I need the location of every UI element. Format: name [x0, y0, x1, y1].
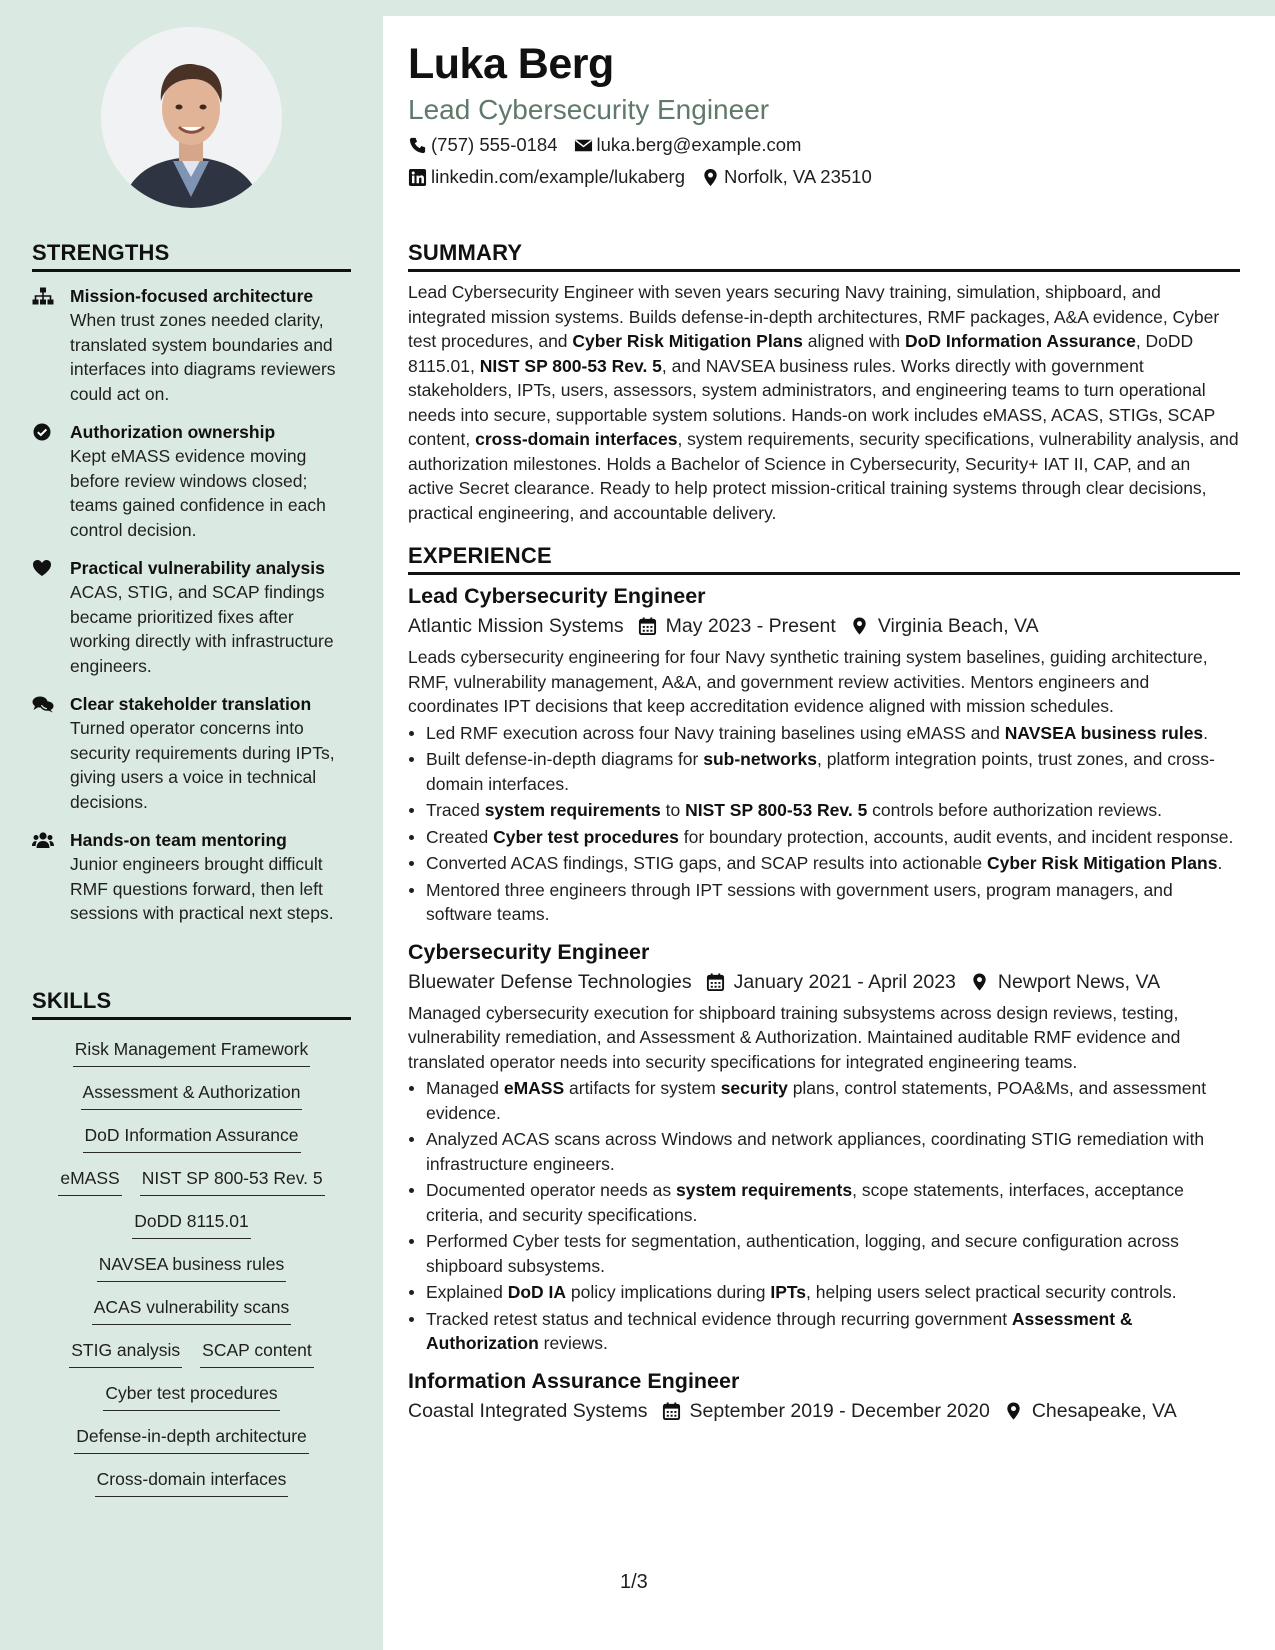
strength-title: Practical vulnerability analysis: [70, 558, 325, 578]
calendar-icon: [662, 1401, 681, 1421]
job-dates: May 2023 - Present: [638, 611, 836, 641]
job-entry: [408, 937, 1240, 1356]
jobs-list: [408, 581, 1240, 1426]
email-contact[interactable]: [574, 134, 802, 156]
phone-text: (757) 555-0184: [431, 134, 558, 155]
bold-text: Cyber Risk Mitigation Plans: [572, 331, 803, 351]
bold-text: security: [720, 1078, 788, 1098]
job-bullet: • Traced system requirements to NIST SP 800-53 Rev. 5 controls before authorization reviews.: [426, 798, 1240, 823]
strength-item: [32, 692, 351, 814]
map-pin-icon: [970, 972, 989, 992]
skills-list: [32, 1038, 351, 1497]
calendar-icon: [638, 616, 657, 636]
contact-line-2: [408, 166, 888, 188]
heart-icon: [32, 556, 70, 678]
skill-row: [32, 1468, 351, 1497]
map-pin-icon: [701, 168, 720, 187]
skill-tag: Risk Management Framework: [73, 1038, 310, 1067]
comments-icon: [32, 692, 70, 814]
job-bullet: • Analyzed ACAS scans across Windows and network appliances, coordinating STIG remediation with infrastructure engineers.: [426, 1127, 1240, 1176]
person-name: Luka Berg: [408, 40, 614, 88]
location-contact: [701, 166, 872, 188]
job-bullet: • Performed Cyber tests for segmentation, authentication, logging, and secure configuration across shipboard subsystems.: [426, 1229, 1240, 1278]
strength-title: Hands-on team mentoring: [70, 830, 287, 850]
bold-text: system requirements: [676, 1180, 853, 1200]
strength-item: [32, 420, 351, 542]
page-number: 1/3: [620, 1571, 648, 1593]
map-pin-icon: [1004, 1401, 1023, 1421]
bold-text: DoD IA: [507, 1282, 567, 1302]
job-bullet: • Documented operator needs as system requirements, scope statements, interfaces, acceptance criteria, and security specifications.: [426, 1178, 1240, 1227]
job-entry: [408, 581, 1240, 927]
envelope-icon: [574, 136, 593, 155]
strength-title: Authorization ownership: [70, 422, 276, 442]
job-bullet: • Explained DoD IA policy implications during IPTs, helping users select practical security controls.: [426, 1280, 1240, 1305]
bold-text: Cyber test procedures: [493, 826, 679, 847]
linkedin-text: linkedin.com/example/lukaberg: [431, 166, 685, 187]
strength-body: [70, 692, 351, 814]
skill-tag: Cross-domain interfaces: [95, 1468, 289, 1497]
linkedin-icon: [408, 168, 427, 187]
job-bullet: • Built defense-in-depth diagrams for sub-networks, platform integration points, trust zones, and cross-domain interfaces.: [426, 747, 1240, 796]
job-location: Chesapeake, VA: [1004, 1396, 1177, 1426]
users-icon: [32, 828, 70, 926]
strength-desc: Junior engineers brought difficult RMF questions forward, then left sessions with practical next steps.: [70, 854, 334, 923]
bold-text: NIST SP 800-53 Rev. 5: [479, 355, 662, 376]
phone-contact[interactable]: [408, 134, 558, 156]
strength-desc: Kept eMASS evidence moving before review windows closed; teams gained confidence in each control decision.: [70, 446, 326, 540]
job-bullet: • Led RMF execution across four Navy training baselines using eMASS and NAVSEA business rules.: [426, 721, 1240, 746]
bold-text: DoD Information Assurance: [905, 331, 1136, 351]
strength-title: Mission-focused architecture: [70, 286, 314, 306]
skill-row: [32, 1081, 351, 1110]
job-company: Atlantic Mission Systems: [408, 615, 624, 637]
job-location: Virginia Beach, VA: [850, 611, 1039, 641]
strengths-heading: STRENGTHS: [32, 240, 351, 272]
strength-desc: ACAS, STIG, and SCAP findings became prioritized fixes after working directly with infrastructure engineers.: [70, 582, 334, 676]
summary-heading: SUMMARY: [408, 240, 1240, 272]
sitemap-icon: [32, 284, 70, 406]
job-company: Coastal Integrated Systems: [408, 1399, 648, 1422]
job-bullet: • Created Cyber test procedures for boundary protection, accounts, audit events, and incident response.: [426, 825, 1240, 850]
experience-section: [408, 543, 1240, 1430]
location-text: Norfolk, VA 23510: [724, 166, 872, 187]
job-dates: September 2019 - December 2020: [662, 1396, 990, 1426]
bold-text: NIST SP 800-53 Rev. 5: [685, 800, 868, 820]
strength-title: Clear stakeholder translation: [70, 694, 312, 714]
skill-row: [32, 1167, 351, 1196]
skill-tag: Assessment & Authorization: [81, 1081, 303, 1110]
phone-icon: [408, 136, 427, 155]
job-bullet: • Converted ACAS findings, STIG gaps, and SCAP results into actionable Cyber Risk Mitigation Plans.: [426, 851, 1240, 876]
bold-text: IPTs: [770, 1282, 806, 1302]
experience-heading: EXPERIENCE: [408, 543, 1240, 575]
bold-text: cross-domain interfaces: [475, 429, 678, 449]
bold-text: sub-networks: [703, 749, 818, 769]
person-role: Lead Cybersecurity Engineer: [408, 94, 770, 125]
job-description: Managed cybersecurity execution for shipboard training subsystems across design reviews, testing, vulnerability remediation, and Assessment & Authorization. Maintained auditable RMF evidence and translated operator needs into security specifications for integrated engineering teams.: [408, 1002, 1181, 1072]
strengths-list: [32, 284, 351, 926]
skill-tag: DoD Information Assurance: [83, 1124, 301, 1153]
job-meta: [408, 1396, 1240, 1426]
job-bullets: [408, 1076, 1240, 1356]
strength-body: [70, 828, 351, 926]
job-title: Cybersecurity Engineer: [408, 939, 650, 964]
skill-tag: eMASS: [58, 1167, 121, 1196]
skills-heading: SKILLS: [32, 988, 351, 1020]
skill-row: [32, 1210, 351, 1239]
linkedin-contact[interactable]: [408, 166, 685, 188]
strength-item: [32, 828, 351, 926]
skill-tag: NAVSEA business rules: [97, 1253, 286, 1282]
skill-row: [32, 1425, 351, 1454]
job-location: Newport News, VA: [970, 967, 1160, 997]
map-pin-icon: [850, 616, 869, 636]
skill-tag: NIST SP 800-53 Rev. 5: [140, 1167, 325, 1196]
skill-row: [32, 1038, 351, 1067]
strength-item: [32, 284, 351, 406]
skill-tag: Cyber test procedures: [103, 1382, 279, 1411]
skill-tag: SCAP content: [200, 1339, 314, 1368]
skill-tag: ACAS vulnerability scans: [92, 1296, 292, 1325]
bold-text: system requirements: [484, 800, 661, 820]
job-bullets: [408, 721, 1240, 927]
skill-tag: STIG analysis: [69, 1339, 182, 1368]
summary-section: [408, 240, 1240, 525]
strengths-section: [32, 240, 351, 926]
job-company: Bluewater Defense Technologies: [408, 970, 692, 993]
bold-text: Assessment & Authorization: [426, 1308, 1133, 1353]
check-circle-icon: [32, 420, 70, 542]
skill-tag: DoDD 8115.01: [132, 1210, 250, 1239]
skill-row: [32, 1296, 351, 1325]
skill-tag: Defense-in-depth architecture: [74, 1425, 309, 1454]
strength-body: [70, 284, 351, 406]
email-text: luka.berg@example.com: [596, 134, 802, 155]
skills-section: [32, 988, 351, 1511]
summary-text: Lead Cybersecurity Engineer with seven years securing Navy training, simulation, shipboard, and integrated mission systems. Builds defense-in-depth architectures, RMF packages, A&A evidence, Cyber test procedures, and Cyber Risk Mitigation Plans aligned with DoD Information Assurance, DoDD 8115.01, NIST SP 800-53 Rev. 5, and NAVSEA business rules. Works directly with government stakeholders, IPTs, users, assessors, system administrators, and engineering teams to turn operational needs into secure, supportable system solutions. Hands-on work includes eMASS, ACAS, STIGs, SCAP content, cross-domain interfaces, system requirements, security specifications, vulnerability analysis, and authorization milestones. Holds a Bachelor of Science in Cybersecurity, Security+ IAT II, CAP, and an active Secret clearance. Ready to help protect mission-critical training systems through clear decisions, practical engineering, and accountable delivery.: [408, 282, 1239, 523]
strength-body: [70, 556, 351, 678]
skill-row: [32, 1382, 351, 1411]
job-entry: [408, 1366, 1240, 1426]
job-title: Information Assurance Engineer: [408, 1368, 740, 1393]
strength-desc: Turned operator concerns into security requirements during IPTs, giving users a voice in technical decisions.: [70, 718, 335, 812]
strength-body: [70, 420, 351, 542]
job-title: Lead Cybersecurity Engineer: [408, 584, 706, 608]
strength-item: [32, 556, 351, 678]
contact-line-1: [408, 134, 817, 156]
job-dates: January 2021 - April 2023: [706, 967, 956, 997]
skill-row: [32, 1339, 351, 1368]
job-meta: [408, 967, 1240, 997]
profile-photo: [101, 27, 282, 208]
job-meta: [408, 611, 1240, 641]
job-bullet: • Managed eMASS artifacts for system security plans, control statements, POA&Ms, and assessment evidence.: [426, 1076, 1240, 1125]
job-bullet: • Mentored three engineers through IPT sessions with government users, program managers, and software teams.: [426, 878, 1240, 927]
strength-desc: When trust zones needed clarity, translated system boundaries and interfaces into diagrams reviewers could act on.: [70, 310, 336, 404]
skill-row: [32, 1124, 351, 1153]
bold-text: NAVSEA business rules: [1004, 722, 1204, 743]
bold-text: eMASS: [503, 1078, 565, 1098]
calendar-icon: [706, 972, 725, 992]
job-description: Leads cybersecurity engineering for four Navy synthetic training system baselines, guiding architecture, RMF, vulnerability management, A&A, and government review activities. Mentors engineers and coordinates IPT decisions that keep accreditation evidence aligned with mission schedules.: [408, 647, 1208, 716]
bold-text: Cyber Risk Mitigation Plans: [986, 853, 1218, 873]
job-bullet: • Tracked retest status and technical evidence through recurring government Assessment & Authorization reviews.: [426, 1307, 1240, 1356]
skill-row: [32, 1253, 351, 1282]
